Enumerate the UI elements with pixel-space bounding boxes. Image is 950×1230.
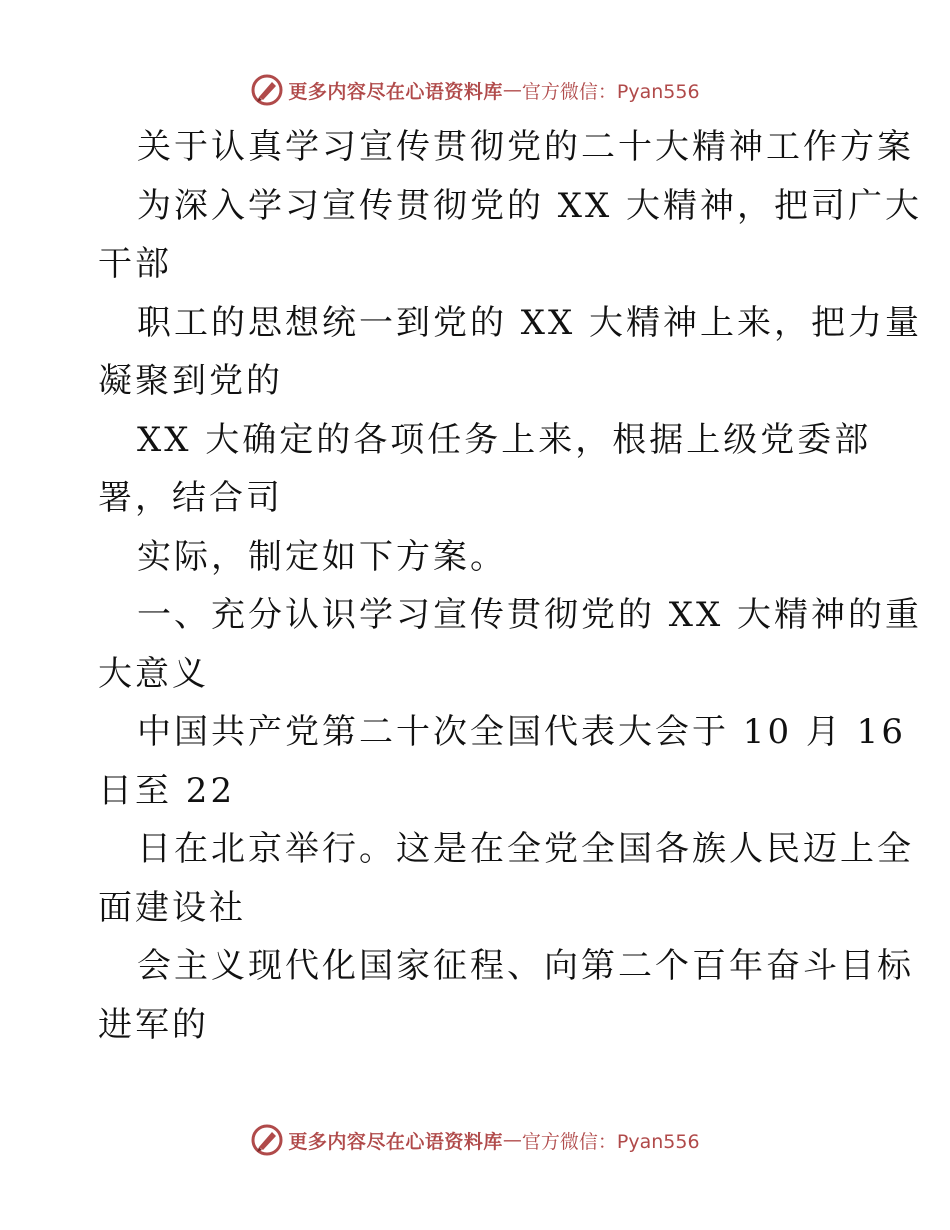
watermark-wechat-text: 官方微信：Pyan556 [521, 1130, 700, 1153]
document-body [98, 118, 923, 1054]
pen-logo-icon [250, 73, 284, 107]
text-line: 大意义 [98, 653, 209, 694]
text-line: 为深入学习宣传贯彻党的 XX 大精神，把司广大 [137, 185, 923, 226]
text-line: 一、充分认识学习宣传贯彻党的 XX 大精神的重 [137, 595, 923, 635]
pen-logo-icon [250, 1123, 284, 1157]
text-line: 关于认真学习宣传贯彻党的二十大精神工作方案 [137, 127, 914, 167]
text-line: 凝聚到党的 [98, 361, 283, 401]
text-line: XX 大确定的各项任务上来，根据上级党委部 [137, 419, 872, 460]
text-line: 日在北京举行。这是在全党全国各族人民迈上全 [137, 829, 914, 869]
header-watermark [0, 70, 950, 110]
watermark-dash: — [502, 1129, 522, 1151]
watermark-site-text: 更多内容尽在心语资料库 [288, 80, 503, 103]
text-line: 署，结合司 [98, 478, 283, 518]
text-line: 进军的 [98, 1004, 209, 1045]
watermark-dash: — [502, 79, 522, 101]
text-line: 职工的思想统一到党的 XX 大精神上来，把力量 [137, 302, 923, 343]
text-line: 日至 22 [98, 770, 236, 811]
watermark-site-text: 更多内容尽在心语资料库 [288, 1130, 503, 1153]
watermark-wechat-text: 官方微信：Pyan556 [521, 80, 700, 103]
footer-watermark [0, 1120, 950, 1160]
text-line: 面建设社 [98, 887, 246, 928]
text-line: 会主义现代化国家征程、向第二个百年奋斗目标 [137, 946, 914, 986]
text-line: 干部 [98, 244, 172, 284]
text-line: 中国共产党第二十次全国代表大会于 10 月 16 [137, 712, 906, 752]
text-line: 实际，制定如下方案。 [137, 536, 507, 577]
